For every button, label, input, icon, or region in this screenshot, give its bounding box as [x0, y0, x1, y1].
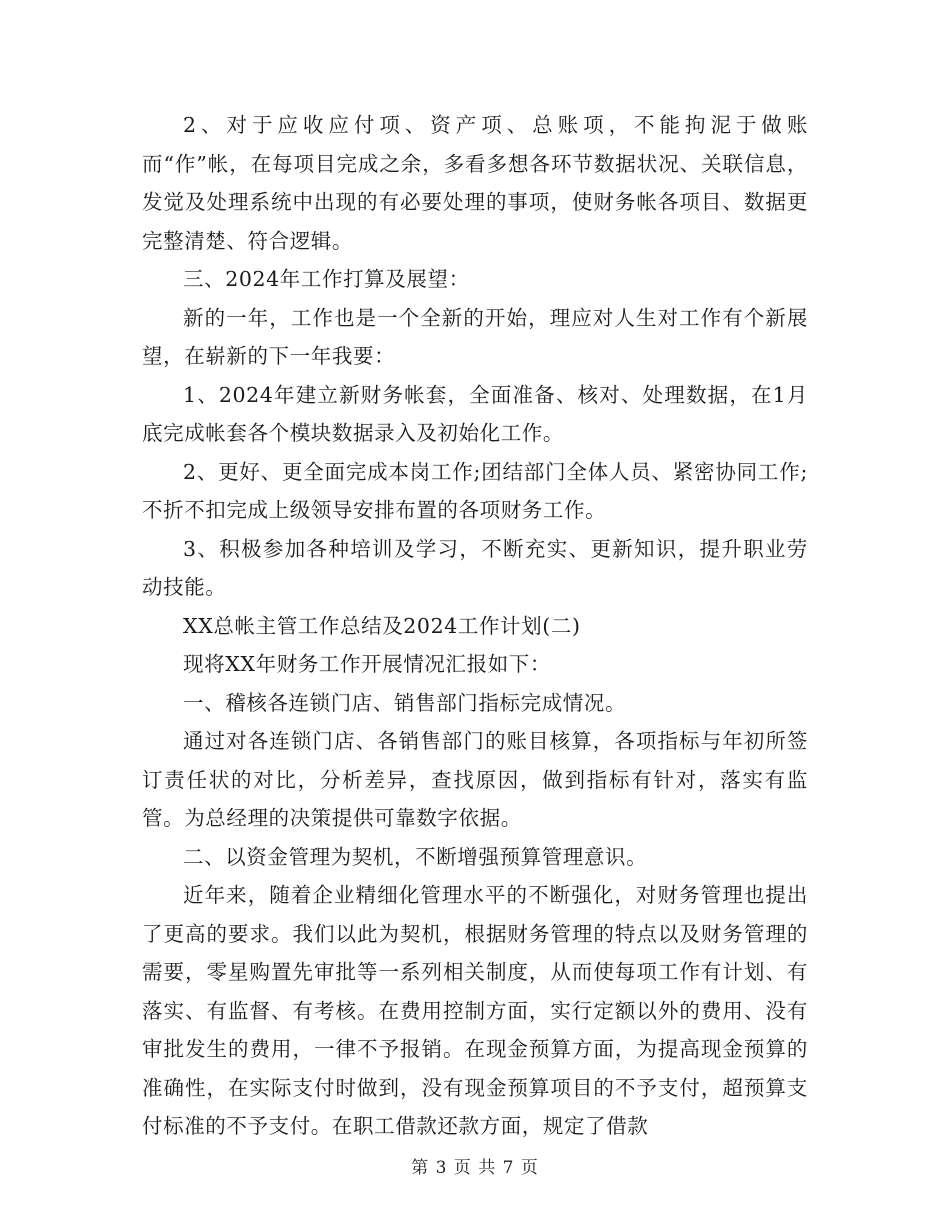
page-number-footer: 第 3 页 共 7 页 [411, 1158, 539, 1178]
document-body [142, 106, 808, 1146]
paragraph: 现将XX年财务工作开展情况汇报如下： [183, 652, 551, 676]
paragraph: 通过对各连锁门店、各销售部门的账目核算，各项指标与年初所签订责任状的对比，分析差异，查找原因，做到指标有针对，落实有监管。为总经理的决策提供可靠数字依据。 [142, 729, 808, 830]
document-subtitle: XX总帐主管工作总结及2024工作计划(二) [183, 613, 581, 638]
paragraph: 3、积极参加各种培训及学习，不断充实、更新知识，提升职业劳动技能。 [142, 536, 808, 599]
section-heading: 一、稽核各连锁门店、销售部门指标完成情况。 [183, 690, 627, 715]
paragraph: 2、更好、更全面完成本岗工作;团结部门全体人员、紧密协同工作;不折不扣完成上级领导安排布置的各项财务工作。 [142, 459, 808, 522]
paragraph: 1、2024年建立新财务帐套，全面准备、核对、处理数据，在1月底完成帐套各个模块数据录入及初始化工作。 [142, 382, 808, 445]
paragraph: 近年来，随着企业精细化管理水平的不断强化，对财务管理也提出了更高的要求。我们以此为契机，根据财务管理的特点以及财务管理的需要，零星购置先审批等一系列相关制度，从而使每项工作有计划、有落实、有监督、有考核。在费用控制方面，实行定额以外的费用、没有审批发生的费用，一律不予报销。在现金预算方面，为提高现金预算的准确性，在实际支付时做到，没有现金预算项目的不予支付，超预算支付标准的不予支付。在职工借款还款方面，规定了借款 [142, 883, 808, 1138]
section-heading: 二、以资金管理为契机，不断增强预算管理意识。 [183, 844, 648, 869]
paragraph: 新的一年，工作也是一个全新的开始，理应对人生对工作有个新展望，在崭新的下一年我要： [142, 305, 808, 368]
paragraph: 2、对于应收应付项、资产项、总账项，不能拘泥于做账而“作”帐，在每项目完成之余，多看多想各环节数据状况、关联信息，发觉及处理系统中出现的有必要处理的事项，使财务帐各项目、数据更完整清楚、符合逻辑。 [142, 113, 808, 253]
section-heading: 三、2024年工作打算及展望： [183, 267, 470, 291]
